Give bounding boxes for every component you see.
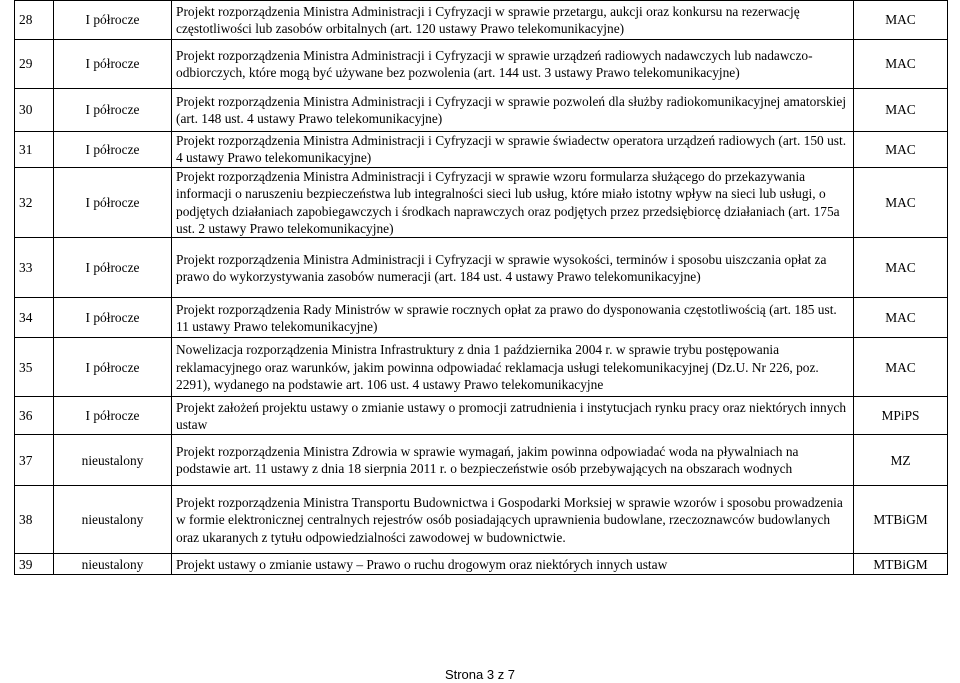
row-stage: I półrocze xyxy=(54,167,172,238)
row-description: Projekt rozporządzenia Ministra Administracji i Cyfryzacji w sprawie wysokości, terminów i sposobu uiszczania opłat za prawo do wykorzystywania zasobów numeracji (art. 184 ust. 4 ustawy Prawo telekomunikacyjne) xyxy=(172,238,854,298)
row-responsible: MAC xyxy=(854,338,948,397)
table-row xyxy=(15,40,948,89)
table-row xyxy=(15,238,948,298)
row-number: 31 xyxy=(15,132,54,168)
page-footer xyxy=(0,667,960,682)
row-stage: nieustalony xyxy=(54,486,172,554)
page-number: Strona 3 z 7 xyxy=(444,667,516,682)
row-stage: I półrocze xyxy=(54,89,172,132)
table-row xyxy=(15,89,948,132)
table-row xyxy=(15,554,948,575)
row-number: 38 xyxy=(15,486,54,554)
row-stage: I półrocze xyxy=(54,40,172,89)
row-number: 35 xyxy=(15,338,54,397)
row-number: 34 xyxy=(15,298,54,338)
table-row xyxy=(15,338,948,397)
row-description: Projekt rozporządzenia Ministra Zdrowia w sprawie wymagań, jakim powinna odpowiadać woda na pływalniach na podstawie art. 11 ustawy z dnia 18 sierpnia 2011 r. o bezpieczeństwie osób przebywających na obszarach wodnych xyxy=(172,435,854,486)
row-stage: nieustalony xyxy=(54,554,172,575)
row-responsible: MAC xyxy=(854,238,948,298)
row-stage: I półrocze xyxy=(54,1,172,40)
row-number: 37 xyxy=(15,435,54,486)
row-responsible: MAC xyxy=(854,40,948,89)
row-responsible: MAC xyxy=(854,167,948,238)
row-number: 39 xyxy=(15,554,54,575)
row-responsible: MAC xyxy=(854,1,948,40)
row-description: Projekt rozporządzenia Ministra Administracji i Cyfryzacji w sprawie pozwoleń dla służby radiokomunikacyjnej amatorskiej (art. 148 ust. 4 ustawy Prawo telekomunikacyjne) xyxy=(172,89,854,132)
row-stage: I półrocze xyxy=(54,132,172,168)
row-responsible: MAC xyxy=(854,298,948,338)
row-description: Projekt rozporządzenia Ministra Administracji i Cyfryzacji w sprawie wzoru formularza służącego do przekazywania informacji o naruszeniu bezpieczeństwa lub integralności sieci lub usług, które miało istotny wpływ na sieci lub usługi, o podjętych działaniach zapobiegawczych i środkach naprawczych oraz podjętych przez przedsiębiorcę działaniach (art. 175a ust. 2 ustawy Prawo telekomunikacyjne) xyxy=(172,167,854,238)
row-description: Projekt rozporządzenia Ministra Transportu Budownictwa i Gospodarki Morksiej w sprawie wzorów i sposobu prowadzenia w formie elektronicznej centralnych rejestrów osób posiadających uprawnienia budowlane, rzeczoznawców budowlanych oraz ukaranych z tytułu odpowiedzialności zawodowej w budownictwie. xyxy=(172,486,854,554)
row-description: Nowelizacja rozporządzenia Ministra Infrastruktury z dnia 1 października 2004 r. w sprawie trybu postępowania reklamacyjnego oraz warunków, jakim powinna odpowiadać reklamacja usługi telekomunikacyjnej (Dz.U. Nr 226, poz. 2291), wydanego na podstawie art. 106 ust. 4 ustawy Prawo telekomunikacyjne xyxy=(172,338,854,397)
row-description: Projekt rozporządzenia Ministra Administracji i Cyfryzacji w sprawie urządzeń radiowych nadawczych lub nadawczo-odbiorczych, które mogą być używane bez pozwolenia (art. 144 ust. 3 ustawy Prawo telekomunikacyjne) xyxy=(172,40,854,89)
row-responsible: MPiPS xyxy=(854,397,948,435)
table-row xyxy=(15,435,948,486)
table-row xyxy=(15,167,948,238)
table-row xyxy=(15,1,948,40)
row-number: 29 xyxy=(15,40,54,89)
table-row xyxy=(15,397,948,435)
row-stage: I półrocze xyxy=(54,238,172,298)
row-description: Projekt rozporządzenia Ministra Administracji i Cyfryzacji w sprawie świadectw operatora urządzeń radiowych (art. 150 ust. 4 ustawy Prawo telekomunikacyjne) xyxy=(172,132,854,168)
row-description: Projekt rozporządzenia Ministra Administracji i Cyfryzacji w sprawie przetargu, aukcji oraz konkursu na rezerwację częstotliwości lub zasobów orbitalnych (art. 120 ustawy Prawo telekomunikacyjne) xyxy=(172,1,854,40)
row-stage: I półrocze xyxy=(54,397,172,435)
row-responsible: MAC xyxy=(854,132,948,168)
table-row xyxy=(15,486,948,554)
row-stage: I półrocze xyxy=(54,338,172,397)
table-body xyxy=(15,1,948,575)
row-responsible: MTBiGM xyxy=(854,486,948,554)
row-description: Projekt ustawy o zmianie ustawy – Prawo o ruchu drogowym oraz niektórych innych ustaw xyxy=(172,554,854,575)
row-description: Projekt założeń projektu ustawy o zmianie ustawy o promocji zatrudnienia i instytucjach rynku pracy oraz niektórych innych ustaw xyxy=(172,397,854,435)
table-row xyxy=(15,132,948,168)
row-description: Projekt rozporządzenia Rady Ministrów w sprawie rocznych opłat za prawo do dysponowania częstotliwością (art. 185 ust. 11 ustawy Prawo telekomunikacyjne) xyxy=(172,298,854,338)
row-stage: I półrocze xyxy=(54,298,172,338)
table-row xyxy=(15,298,948,338)
row-number: 33 xyxy=(15,238,54,298)
row-number: 32 xyxy=(15,167,54,238)
row-responsible: MAC xyxy=(854,89,948,132)
row-number: 36 xyxy=(15,397,54,435)
row-responsible: MZ xyxy=(854,435,948,486)
row-number: 30 xyxy=(15,89,54,132)
document-table xyxy=(14,0,948,575)
row-stage: nieustalony xyxy=(54,435,172,486)
row-number: 28 xyxy=(15,1,54,40)
row-responsible: MTBiGM xyxy=(854,554,948,575)
